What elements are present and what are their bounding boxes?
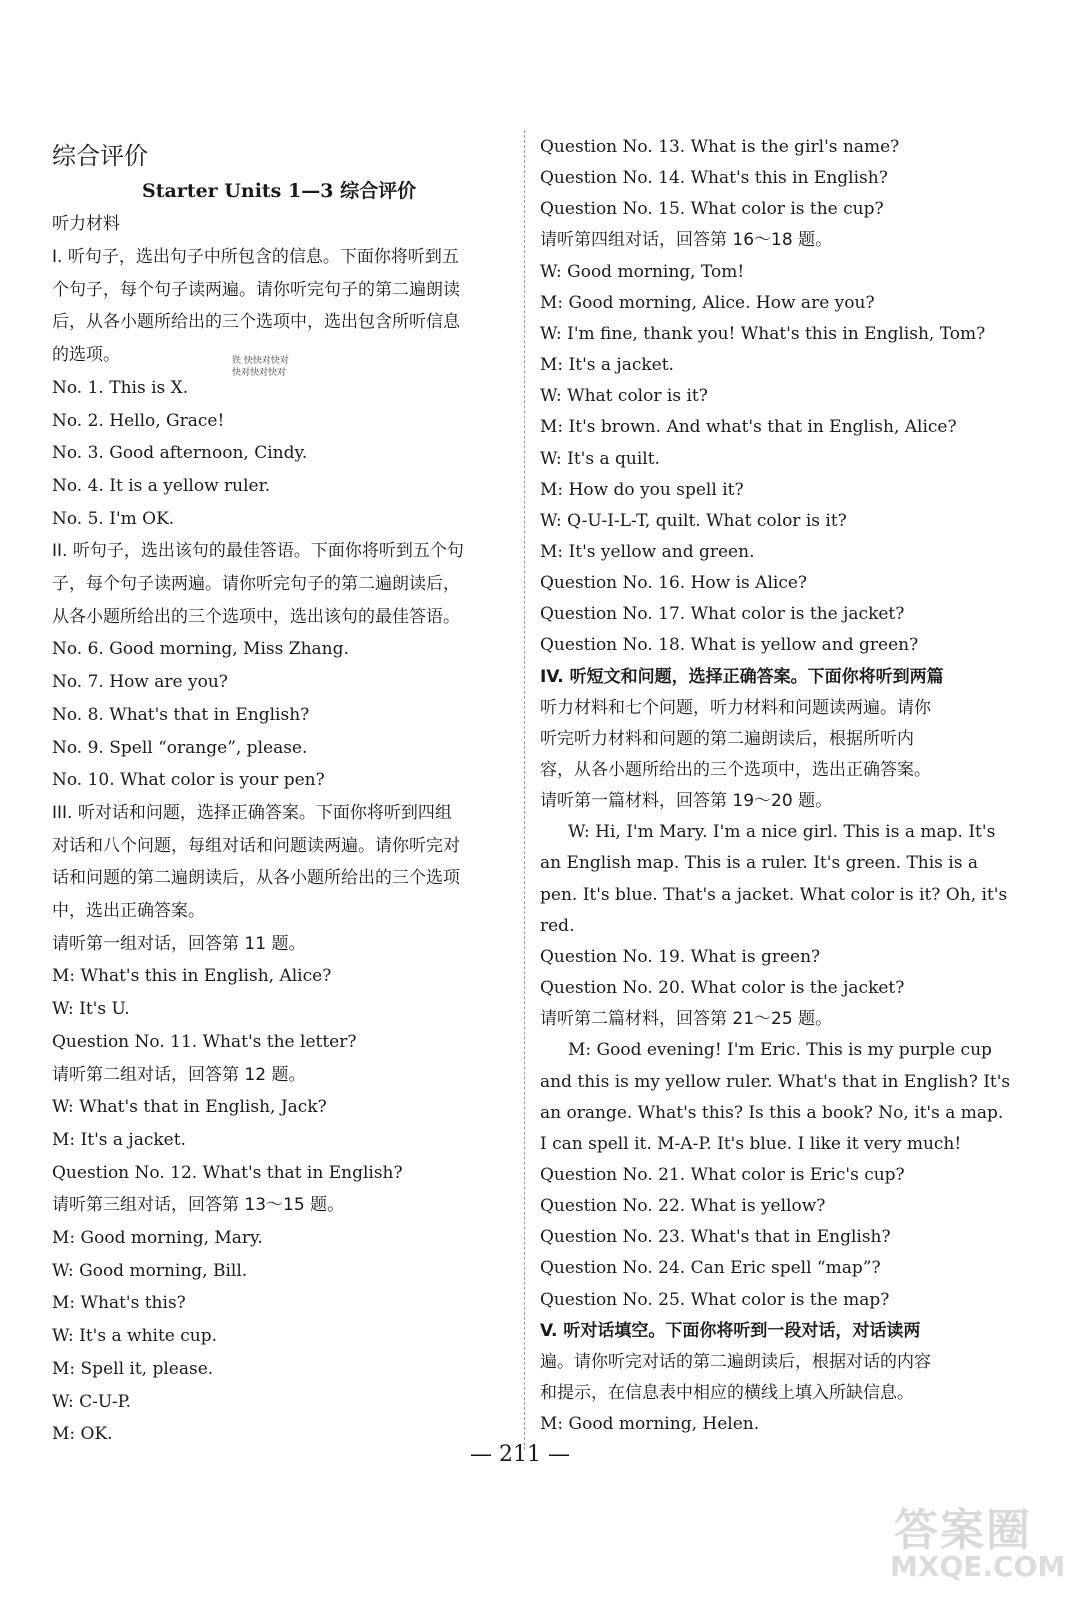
right-line: M: Good morning, Alice. How are you? (540, 292, 875, 313)
right-line: Question No. 22. What is yellow? (540, 1196, 826, 1217)
right-line: Question No. 24. Can Eric spell “map”? (540, 1258, 881, 1279)
left-line: 从各小题所给出的三个选项中，选出该句的最佳答语。 (52, 606, 460, 627)
left-line: 个句子，每个句子读两遍。请你听完句子的第二遍朗读 (52, 279, 460, 300)
scribble-line: 铁 快快对快对 (232, 356, 289, 366)
right-line: 请听第二篇材料，回答第 21～25 题。 (540, 1009, 833, 1030)
right-line: Question No. 21. What color is Eric's cup? (540, 1164, 905, 1185)
left-line: M: OK. (52, 1424, 113, 1445)
right-line: Question No. 25. What color is the map? (540, 1289, 890, 1310)
right-line: W: I'm fine, thank you! What's this in English, Tom? (540, 323, 986, 344)
left-line: I. 听句子，选出句子中所包含的信息。下面你将听到五 (52, 247, 459, 267)
left-line: 请听第一组对话，回答第 11 题。 (52, 933, 306, 954)
right-line: M: Good evening! I'm Eric. This is my purple cup (568, 1040, 992, 1061)
left-line: 的选项。 (52, 345, 120, 366)
left-line: W: It's a white cup. (52, 1326, 218, 1347)
right-line: 容，从各小题所给出的三个选项中，选出正确答案。 (540, 760, 931, 780)
left-line: 请听第二组对话，回答第 12 题。 (52, 1064, 306, 1085)
subtitle-chinese: 综合评价 (340, 180, 417, 202)
right-line: W: Hi, I'm Mary. I'm a nice girl. This is a map. It's (568, 822, 996, 843)
left-line: W: It's U. (52, 999, 130, 1020)
left-line: W: What's that in English, Jack? (52, 1097, 327, 1118)
left-line: W: C-U-P. (52, 1391, 132, 1412)
right-line: 请听第一篇材料，回答第 19～20 题。 (540, 791, 833, 812)
left-line: No. 10. What color is your pen? (52, 770, 325, 791)
left-line: 请听第三组对话，回答第 13～15 题。 (52, 1195, 345, 1216)
left-line: 对话和八个问题，每组对话和问题读两遍。请你听完对 (52, 835, 460, 856)
right-line: an orange. What's this? Is this a book? No, it's a map. (540, 1102, 1004, 1123)
right-line: M: It's yellow and green. (540, 541, 755, 562)
left-line: M: What's this in English, Alice? (52, 966, 332, 987)
page-number: — 211 — (470, 1442, 570, 1467)
left-line: Question No. 12. What's that in English? (52, 1162, 403, 1183)
left-line: No. 8. What's that in English? (52, 704, 310, 725)
left-line: 中，选出正确答案。 (52, 901, 205, 921)
right-line: Question No. 19. What is green? (540, 946, 821, 967)
left-line: Question No. 11. What's the letter? (52, 1031, 357, 1052)
subtitle (142, 176, 416, 203)
right-line: W: Q-U-I-L-T, quilt. What color is it? (540, 510, 847, 531)
right-line: 听力材料和七个问题，听力材料和问题读两遍。请你 (540, 697, 931, 718)
subtitle-english: Starter Units 1—3 (142, 180, 334, 202)
right-line: Question No. 18. What is yellow and green? (540, 635, 919, 656)
right-line: red. (540, 915, 575, 936)
right-line: an English map. This is a ruler. It's green. This is a (540, 853, 979, 874)
left-line: II. 听句子，选出该句的最佳答语。下面你将听到五个句 (52, 541, 464, 562)
left-line: III. 听对话和问题，选择正确答案。下面你将听到四组 (52, 802, 452, 823)
right-line: M: How do you spell it? (540, 479, 744, 500)
handwritten-scribble (232, 355, 310, 379)
right-line: Question No. 16. How is Alice? (540, 573, 808, 594)
left-line: No. 4. It is a yellow ruler. (52, 475, 271, 496)
left-line: No. 6. Good morning, Miss Zhang. (52, 639, 349, 660)
right-line: M: It's brown. And what's that in English, Alice? (540, 417, 957, 438)
right-line: W: Good morning, Tom! (540, 261, 745, 282)
left-line: 后，从各小题所给出的三个选项中，选出包含所听信息 (52, 312, 460, 333)
right-line: pen. It's blue. That's a jacket. What color is it? Oh, it's (540, 884, 1008, 905)
right-line: W: It's a quilt. (540, 448, 660, 469)
right-line: M: Good morning, Helen. (540, 1414, 760, 1435)
right-line: 请听第四组对话，回答第 16～18 题。 (540, 230, 833, 251)
right-line: Question No. 17. What color is the jacket? (540, 604, 905, 625)
left-line: M: Good morning, Mary. (52, 1228, 263, 1248)
right-line: 听完听力材料和问题的第二遍朗读后，根据所听内 (540, 728, 914, 749)
right-line: 和提示，在信息表中相应的横线上填入所缺信息。 (540, 1383, 914, 1403)
left-line: No. 1. This is X. (52, 377, 189, 398)
left-line: No. 3. Good afternoon, Cindy. (52, 443, 308, 464)
watermark-logo (890, 1494, 1080, 1594)
right-line: and this is my yellow ruler. What's that in English? It's (540, 1071, 1011, 1092)
right-line: Question No. 20. What color is the jacket? (540, 978, 905, 999)
watermark-logo-text: 答案圈 (894, 1505, 1032, 1556)
right-line: V. 听对话填空。下面你将听到一段对话，对话读两 (540, 1320, 921, 1341)
left-line: 话和问题的第二遍朗读后，从各小题所给出的三个选项 (52, 868, 460, 889)
left-line: M: Spell it, please. (52, 1358, 214, 1379)
left-line: No. 9. Spell “orange”, please. (52, 737, 308, 758)
left-line: M: What's this? (52, 1293, 186, 1314)
right-line: 遍。请你听完对话的第二遍朗读后，根据对话的内容 (540, 1351, 931, 1372)
right-line: Question No. 14. What's this in English? (540, 168, 888, 189)
right-line: I can spell it. M-A-P. It's blue. I like it very much! (540, 1133, 962, 1154)
right-line: Question No. 13. What is the girl's name? (540, 137, 900, 157)
section-title: 综合评价 (52, 142, 148, 170)
right-line: IV. 听短文和问题，选择正确答案。下面你将听到两篇 (540, 666, 944, 687)
left-line: W: Good morning, Bill. (52, 1260, 248, 1281)
right-line: Question No. 15. What color is the cup? (540, 199, 884, 220)
scribble-line: 快对快对快对 (232, 368, 287, 378)
right-line: W: What color is it? (540, 386, 708, 407)
column-divider (524, 130, 525, 1450)
left-line: No. 7. How are you? (52, 672, 228, 693)
right-line: M: It's a jacket. (540, 355, 674, 376)
right-line: Question No. 23. What's that in English? (540, 1227, 891, 1248)
watermark-url: MXQE.COM (890, 1550, 1066, 1583)
left-line: No. 5. I'm OK. (52, 508, 175, 529)
listening-heading: 听力材料 (52, 214, 120, 234)
left-line: No. 2. Hello, Grace! (52, 410, 225, 431)
left-line: M: It's a jacket. (52, 1129, 186, 1150)
left-line: 子，每个句子读两遍。请你听完句子的第二遍朗读后， (52, 574, 460, 594)
